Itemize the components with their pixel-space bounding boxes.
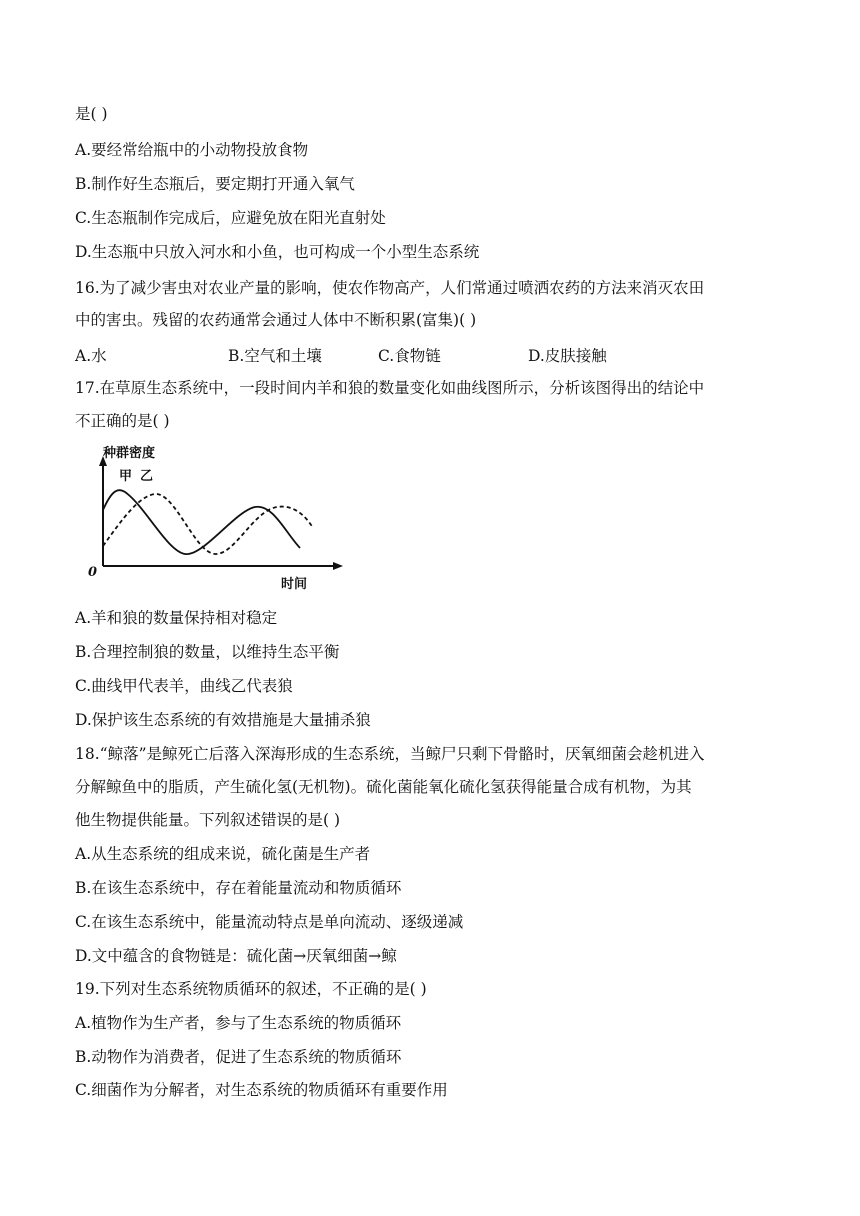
q19-option-c: C.细菌作为分解者，对生态系统的物质循环有重要作用 <box>75 1081 448 1099</box>
q15-option-d: D.生态瓶中只放入河水和小鱼，也可构成一个小型生态系统 <box>75 243 480 261</box>
x-axis-label: 时间 <box>281 577 308 592</box>
legend-jia: 甲 <box>119 469 133 484</box>
q16-stem-line1: 16.为了减少害虫对农业产量的影响，使农作物高产，人们常通过喷洒农药的方法来消灭农田 <box>75 279 705 297</box>
q18-option-c: C.在该生态系统中，能量流动特点是单向流动、逐级递减 <box>75 913 464 931</box>
q15-option-c: C.生态瓶制作完成后，应避免放在阳光直射处 <box>75 209 386 227</box>
q16-option-b: B.空气和土壤 <box>228 347 322 365</box>
q16-stem-line2: 中的害虫。残留的农药通常会通过人体中不断积累(富集)( ) <box>75 311 477 329</box>
q15-option-a: A.要经常给瓶中的小动物投放食物 <box>75 141 309 159</box>
q18-option-b: B.在该生态系统中，存在着能量流动和物质循环 <box>75 879 402 897</box>
q15-stem-end: 是( ) <box>75 105 108 123</box>
q18-stem-line2: 分解鲸鱼中的脂质，产生硫化氢(无机物)。硫化菌能氧化硫化氢获得能量合成有机物，为其 <box>75 778 692 796</box>
curve-jia <box>103 490 300 554</box>
q18-option-a: A.从生态系统的组成来说，硫化菌是生产者 <box>75 845 371 863</box>
q19-option-a: A.植物作为生产者，参与了生态系统的物质循环 <box>75 1014 402 1032</box>
q18-stem-line3: 他生物提供能量。下列叙述错误的是( ) <box>75 811 341 829</box>
q17-option-b: B.合理控制狼的数量，以维持生态平衡 <box>75 643 340 661</box>
q18-option-d: D.文中蕴含的食物链是：硫化菌→厌氧细菌→鲸 <box>75 947 397 965</box>
q19-stem: 19.下列对生态系统物质循环的叙述，不正确的是( ) <box>75 980 427 998</box>
x-axis-arrow <box>333 562 343 570</box>
q17-stem-line2: 不正确的是( ) <box>75 412 170 430</box>
q16-option-c: C.食物链 <box>378 347 441 365</box>
population-curve-figure <box>85 436 355 596</box>
q16-option-a: A.水 <box>75 347 107 365</box>
q19-option-b: B.动物作为消费者，促进了生态系统的物质循环 <box>75 1048 402 1066</box>
q16-option-d: D.皮肤接触 <box>528 347 607 365</box>
q17-option-a: A.羊和狼的数量保持相对稳定 <box>75 609 278 627</box>
legend-yi: 乙 <box>140 469 154 484</box>
origin-label: 0 <box>88 565 98 580</box>
q18-stem-line1: 18.“鲸落”是鲸死亡后落入深海形成的生态系统，当鲸尸只剩下骨骼时，厌氧细菌会趁机进入 <box>75 745 705 763</box>
q17-option-d: D.保护该生态系统的有效措施是大量捕杀狼 <box>75 711 371 729</box>
q15-option-b: B.制作好生态瓶后，要定期打开通入氧气 <box>75 175 355 193</box>
q17-option-c: C.曲线甲代表羊，曲线乙代表狼 <box>75 677 293 695</box>
y-axis-label: 种群密度 <box>103 446 156 461</box>
q17-stem-line1: 17.在草原生态系统中，一段时间内羊和狼的数量变化如曲线图所示，分析该图得出的结论中 <box>75 379 705 397</box>
